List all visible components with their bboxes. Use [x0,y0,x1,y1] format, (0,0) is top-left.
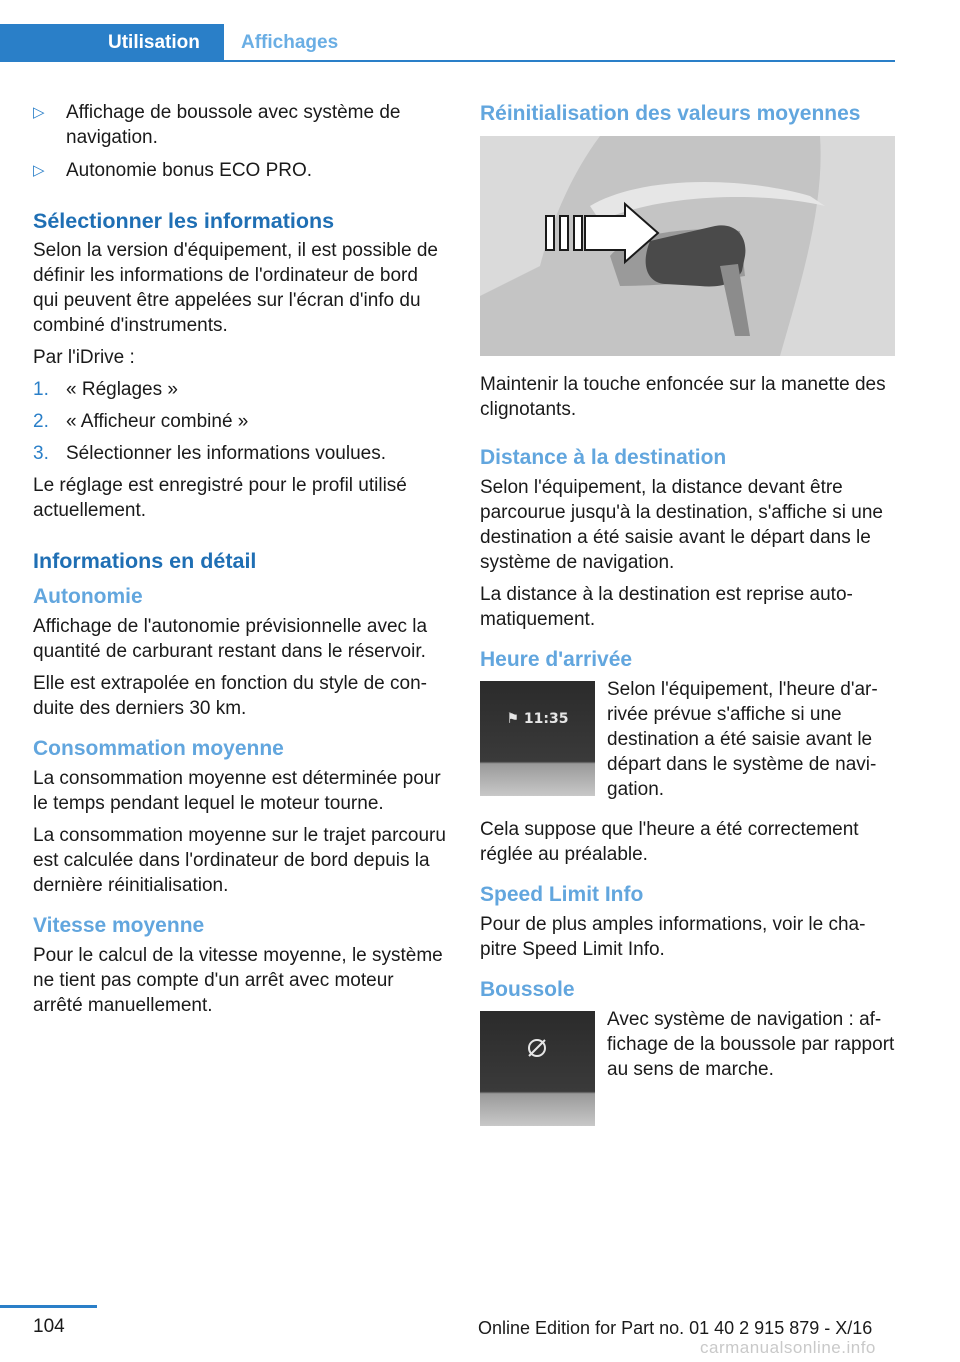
list-item: ▷ Affichage de boussole avec système de navigation. [33,102,401,148]
list-item: 3. Sélectionner les informations voulues. [33,443,387,464]
edition-text: Online Edition for Part no. 01 40 2 915 879 - X/16 [478,1318,873,1338]
watermark: carmanualsonline.info [700,1338,876,1357]
paragraph: Le réglage est enregistré pour le profil utilisé actuellement. [33,475,407,521]
paragraph: La consommation moyenne sur le trajet parcouru est calculée dans l'ordinateur de bord depuis la dernière réinitialisation. [33,825,446,896]
compass-display-image [480,1011,595,1126]
heading-reset: Réinitialisation des valeurs moyennes [480,102,861,125]
tab-affichages[interactable]: Affichages [241,32,339,53]
lever-illustration [480,136,895,356]
chapter-header [0,0,895,62]
heading-select-info: Sélectionner les informations [33,209,335,233]
compass-icon [480,1011,595,1091]
footer-rule [0,1305,97,1308]
triangle-bullet-icon: ▷ [33,162,45,179]
tab-utilisation[interactable]: Utilisation [0,24,224,62]
heading-speed-limit-info: Speed Limit Info [480,883,644,906]
flag-icon: ⚑ [506,711,524,727]
page-number: 104 [33,1316,65,1337]
paragraph: Elle est extrapolée en fonction du style de conduite des derniers 30 km. [33,673,427,719]
paragraph: La consommation moyenne est déterminée pour le temps pendant lequel le moteur tourne. [33,768,441,814]
paragraph: Par l'iDrive : [33,347,135,368]
paragraph: Pour de plus amples informations, voir le chapitre Speed Limit Info. [480,914,866,960]
heading-range: Autonomie [33,585,143,608]
triangle-bullet-icon: ▷ [33,104,45,121]
arrival-time-value: 11:35 [523,711,569,727]
paragraph: Selon la version d'équipement, il est possible de définir les informations de l'ordinateur de bord qui peuvent être appelées sur l'écran d'info du combiné d'instruments. [33,240,438,336]
list-item: 1. « Réglages » [33,379,178,400]
right-column [480,100,895,1126]
turn-signal-lever-image [480,136,895,356]
paragraph: Affichage de l'autonomie prévisionnelle avec la quantité de carburant restant dans le réservoir. [33,616,428,662]
arrival-block [480,677,895,809]
paragraph: Selon l'équipement, l'heure d'arrivée prévue s'affiche si une destination a été saisie avant le départ dans le système de navigation. [607,679,878,800]
paragraph: Selon l'équipement, la distance devant être parcourue jusqu'à la destination, s'affiche si une destination a été saisie avant le départ dans le système de navigation. [480,477,883,573]
paragraph: Maintenir la touche enfoncée sur la manette des clignotants. [480,374,886,420]
heading-compass: Boussole [480,978,575,1001]
paragraph: La distance à la destination est reprise automatiquement. [480,584,853,630]
left-column [33,100,448,1025]
paragraph: Pour le calcul de la vitesse moyenne, le système ne tient pas compte d'un arrêt avec moteur arrêté manuellement. [33,945,443,1016]
arrival-time-display-image [480,681,595,796]
paragraph: Cela suppose que l'heure a été correctement réglée au préalable. [480,819,859,865]
heading-speed: Vitesse moyenne [33,914,205,937]
heading-details: Informations en détail [33,549,257,573]
steps-list [33,377,448,466]
bullet-list [33,100,448,183]
list-item: 2. « Afficheur combiné » [33,411,249,432]
compass-block [480,1007,895,1126]
list-item: ▷ Autonomie bonus ECO PRO. [33,160,313,181]
heading-distance: Distance à la destination [480,446,727,469]
heading-arrival: Heure d'arrivée [480,648,633,671]
heading-consumption: Consommation moyenne [33,737,284,760]
paragraph: Avec système de navigation : affichage de la boussole par rapport au sens de marche. [607,1009,895,1080]
